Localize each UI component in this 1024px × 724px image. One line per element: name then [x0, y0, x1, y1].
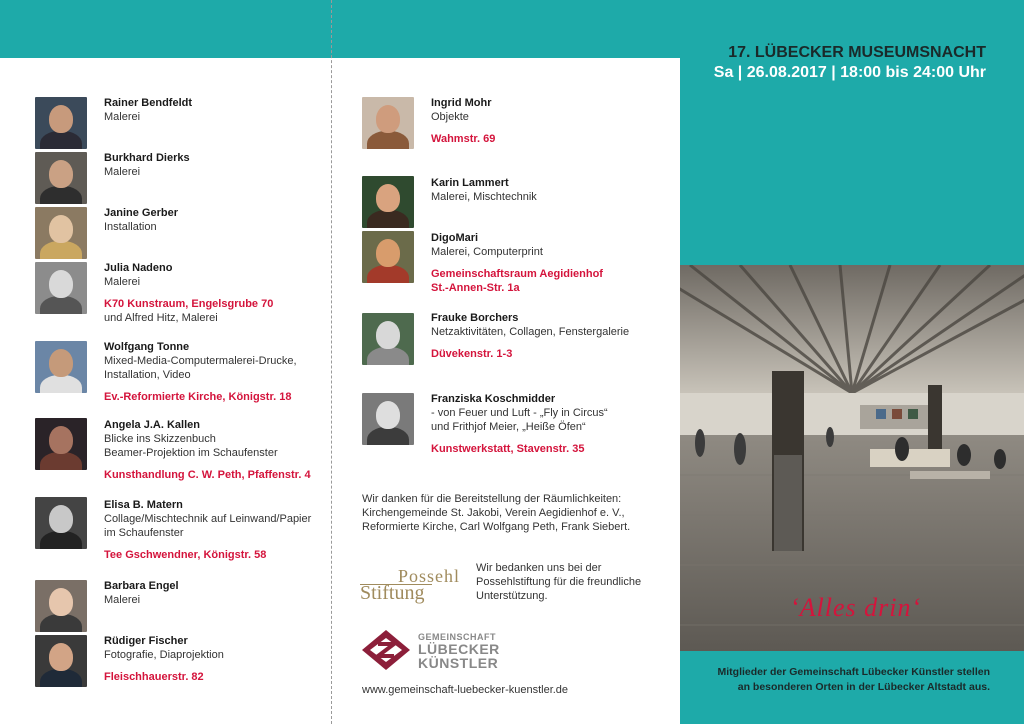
portrait-torso	[40, 452, 82, 470]
artist-venue: Tee Gschwendner, Königstr. 58	[104, 549, 267, 561]
artist-medium: Malerei	[104, 594, 141, 606]
artist-portrait	[362, 97, 414, 149]
portrait-torso	[367, 131, 409, 149]
artist-name: Rüdiger Fischer	[104, 635, 188, 647]
portrait-head	[49, 588, 73, 616]
top-band	[0, 0, 680, 58]
artist-medium: Objekte	[431, 111, 469, 123]
spacer	[431, 339, 681, 345]
portrait-torso	[367, 265, 409, 283]
artist-portrait	[362, 231, 414, 283]
portrait-head	[49, 643, 73, 671]
artist-medium: Malerei	[104, 111, 141, 123]
spacer	[104, 460, 334, 466]
glk-emblem-icon	[360, 628, 412, 672]
artist-venue: St.-Annen-Str. 1a	[431, 282, 520, 294]
possehl-logo	[360, 566, 470, 606]
portrait-head	[49, 349, 73, 377]
portrait-head	[49, 426, 73, 454]
portrait-head	[49, 505, 73, 533]
spacer	[104, 662, 334, 668]
spacer	[104, 540, 334, 546]
event-title: 17. LÜBECKER MUSEUMSNACHT	[728, 44, 986, 61]
artist-portrait	[35, 152, 87, 204]
artist-name: Burkhard Dierks	[104, 152, 190, 164]
artist-name: Wolfgang Tonne	[104, 341, 190, 353]
artist-portrait	[35, 262, 87, 314]
artist-portrait	[362, 176, 414, 228]
portrait-torso	[367, 347, 409, 365]
artist-medium: Mixed-Media-Computermalerei-Drucke,	[104, 355, 297, 367]
spacer	[431, 124, 681, 130]
artist-portrait	[35, 635, 87, 687]
artist-portrait	[35, 97, 87, 149]
artist-medium: Malerei, Mischtechnik	[431, 191, 537, 203]
artist-medium: Blicke ins Skizzenbuch	[104, 433, 216, 445]
artist-name: DigoMari	[431, 232, 479, 244]
artist-portrait	[35, 207, 87, 259]
glk-logo	[360, 628, 500, 674]
artist-medium: Malerei, Computerprint	[431, 246, 543, 258]
glk-word-3: KÜNSTLER	[418, 655, 499, 671]
portrait-torso	[40, 375, 82, 393]
artist-portrait	[35, 497, 87, 549]
artist-medium: und Frithjof Meier, „Heiße Öfen“	[431, 421, 586, 433]
artist-medium: Fotografie, Diaprojektion	[104, 649, 224, 661]
artist-name: Frauke Borchers	[431, 312, 519, 324]
artist-name: Franziska Koschmidder	[431, 393, 556, 405]
artist-name: Ingrid Mohr	[431, 97, 492, 109]
portrait-head	[49, 160, 73, 188]
portrait-head	[376, 321, 400, 349]
possehl-logo-word-1: Possehl	[398, 566, 461, 586]
artist-portrait	[35, 580, 87, 632]
artist-info	[104, 151, 334, 179]
artist-medium: Installation	[104, 221, 157, 233]
artist-info	[104, 418, 334, 482]
possehl-thanks-text: Wir bedanken uns bei der Possehlstiftung für die freundliche Unterstützung.	[476, 562, 642, 602]
artist-name: Elisa B. Matern	[104, 499, 183, 511]
artist-name: Angela J.A. Kallen	[104, 419, 200, 431]
portrait-torso	[367, 427, 409, 445]
portrait-head	[49, 270, 73, 298]
artist-info	[431, 231, 681, 295]
artist-name: Rainer Bendfeldt	[104, 97, 193, 109]
artist-portrait	[362, 313, 414, 365]
artist-info	[431, 96, 681, 146]
portrait-head	[376, 239, 400, 267]
portrait-torso	[40, 186, 82, 204]
exhibition-tagline: ‘Alles drin‘	[790, 593, 922, 622]
artist-medium: Beamer-Projektion im Schaufenster	[104, 447, 278, 459]
portrait-head	[49, 105, 73, 133]
possehl-logo-word-2: Stiftung	[360, 582, 425, 604]
artist-portrait	[362, 393, 414, 445]
cover-footer-line-2: an besonderen Orten in der Lübecker Altstadt aus.	[737, 681, 990, 693]
artist-name: Janine Gerber	[104, 207, 178, 219]
artist-info	[104, 498, 334, 562]
artist-medium: Malerei	[104, 166, 141, 178]
artist-info	[104, 634, 334, 684]
artist-name: Julia Nadeno	[104, 262, 173, 274]
portrait-torso	[40, 614, 82, 632]
artist-venue: Fleischhauerstr. 82	[104, 671, 204, 683]
portrait-head	[376, 105, 400, 133]
portrait-torso	[40, 131, 82, 149]
artist-info	[104, 96, 334, 124]
artist-info	[104, 340, 334, 404]
artist-portrait	[35, 418, 87, 470]
artist-info	[431, 176, 681, 204]
portrait-head	[49, 215, 73, 243]
portrait-head	[376, 184, 400, 212]
artist-medium: - von Feuer und Luft - „Fly in Circus“	[431, 407, 608, 419]
event-date: Sa | 26.08.2017 | 18:00 bis 24:00 Uhr	[713, 64, 986, 81]
spacer	[104, 382, 334, 388]
artist-medium: im Schaufenster	[104, 527, 184, 539]
artist-venue: Kunstwerkstatt, Stavenstr. 35	[431, 443, 585, 455]
artist-medium: Collage/Mischtechnik auf Leinwand/Papier	[104, 513, 312, 525]
portrait-torso	[40, 669, 82, 687]
artist-venue: Ev.-Reformierte Kirche, Königstr. 18	[104, 391, 292, 403]
artist-venue: K70 Kunstraum, Engelsgrube 70	[104, 298, 274, 310]
artist-portrait	[35, 341, 87, 393]
glk-word-1: GEMEINSCHAFT	[418, 632, 496, 642]
cover-footer	[680, 665, 990, 695]
cover-footer-line-1: Mitglieder der Gemeinschaft Lübecker Künstler stellen	[717, 666, 990, 678]
artist-medium: Installation, Video	[104, 369, 191, 381]
artist-venue: Düvekenstr. 1-3	[431, 348, 513, 360]
artist-name: Barbara Engel	[104, 580, 179, 592]
spacer	[431, 434, 681, 440]
portrait-torso	[40, 531, 82, 549]
artist-extra: und Alfred Hitz, Malerei	[104, 312, 218, 324]
artist-name: Karin Lammert	[431, 177, 509, 189]
portrait-head	[376, 401, 400, 429]
thanks-text: Wir danken für die Bereitstellung der Räumlichkeiten: Kirchengemeinde St. Jakobi, Verein Aegidienhof e. V., Reformierte Kirche, Carl Wolfgang Peth, Frank Siebert.	[362, 493, 631, 533]
portrait-torso	[40, 296, 82, 314]
artist-info	[104, 261, 334, 325]
website-link[interactable]: www.gemeinschaft-luebecker-kuenstler.de	[362, 684, 569, 696]
artist-medium: Netzaktivitäten, Collagen, Fenstergalerie	[431, 326, 630, 338]
artist-venue: Gemeinschaftsraum Aegidienhof	[431, 268, 603, 280]
spacer	[431, 259, 681, 265]
artist-venue: Kunsthandlung C. W. Peth, Pfaffenstr. 4	[104, 469, 311, 481]
portrait-torso	[367, 210, 409, 228]
artist-info	[431, 311, 681, 361]
artist-info	[104, 206, 334, 234]
artist-info	[104, 579, 334, 607]
artist-medium: Malerei	[104, 276, 141, 288]
spacer	[104, 289, 334, 295]
artist-venue: Wahmstr. 69	[431, 133, 496, 145]
glk-word-2: LÜBECKER	[418, 641, 500, 657]
exhibition-photo	[680, 265, 1024, 651]
artist-info	[431, 392, 681, 456]
portrait-torso	[40, 241, 82, 259]
cover-panel	[680, 0, 1024, 724]
